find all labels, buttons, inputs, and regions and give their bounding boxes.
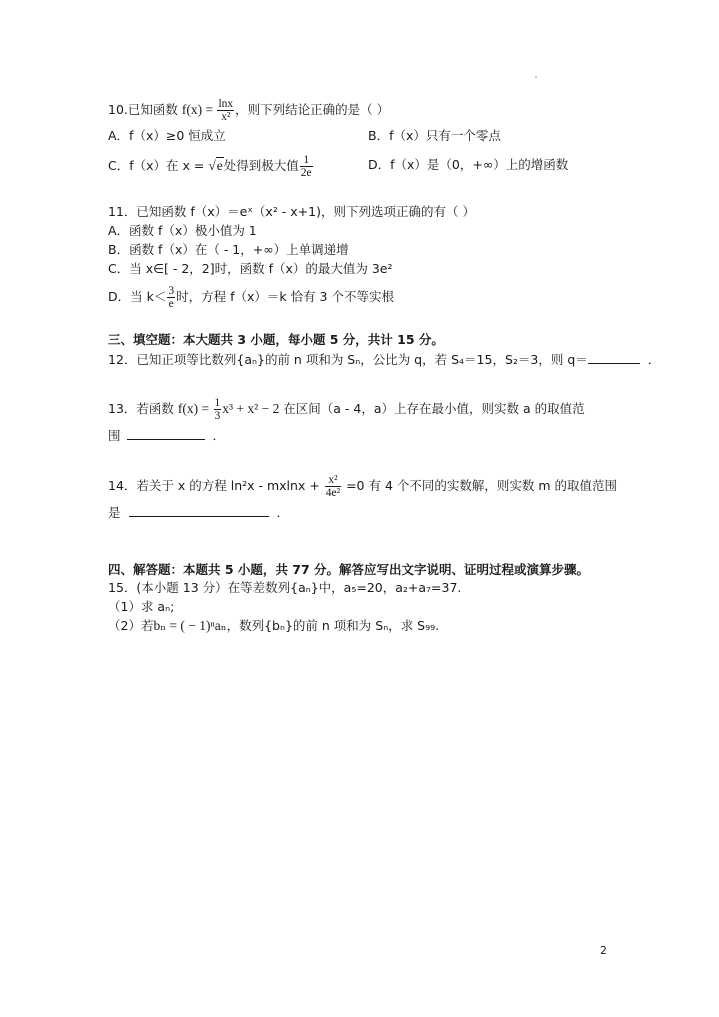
q11-option-c: C．当 x∈[ - 2，2]时，函数 f（x）的最大值为 3e² [108, 261, 393, 276]
answer-blank [588, 351, 640, 364]
q10-stem: 10.已知函数 f(x) = $\frac{\ln x}{\text{x²}}$ ，则下列结论正确的是（ ） [108, 98, 390, 123]
sqrt-symbol: √e [208, 158, 223, 173]
q13-line-2: 围 ． [108, 428, 226, 443]
q14-line-2: 是 ． [108, 505, 290, 520]
q10-fraction: $\frac{\ln x}{\text{x²}}$ [218, 98, 234, 123]
q15-part-2: （2）若bₙ = ( − 1)ⁿaₙ，数列{bₙ}的前 n 项和为 Sₙ，求 S₉₉. [108, 618, 440, 633]
q11-option-a: A．函数 f（x）极小值为 1 [108, 223, 257, 238]
q11-stem: 11．已知函数 f（x）＝eˣ（x² - x+1)，则下列选项正确的有（ ） [108, 204, 475, 219]
q10-option-b: B．f（x）只有一个零点 [368, 128, 501, 143]
q13-fraction: $\frac{1}{3}$ [214, 397, 221, 422]
q10-option-a: A．f（x）≥0 恒成立 [108, 128, 226, 143]
q10-option-d: D．f（x）是（0，+∞）上的增函数 [368, 157, 569, 172]
scan-speck [535, 76, 537, 78]
q10-c-fraction: $\frac{1}{2e}$ [300, 154, 312, 179]
page-number: 2 [600, 944, 607, 957]
q15-part-1: （1）求 aₙ; [108, 599, 175, 614]
q15-stem: 15．(本小题 13 分）在等差数列{aₙ}中，a₅=20，a₂+a₇=37. [108, 580, 462, 595]
section-3-heading: 三、填空题：本大题共 3 小题，每小题 5 分，共计 15 分。 [108, 332, 444, 347]
answer-blank [127, 427, 205, 440]
q11-d-fraction: $\frac{3}{e}$ [168, 285, 175, 310]
q12-stem: 12．已知正项等比数列{aₙ}的前 n 项和为 Sₙ，公比为 q，若 S₄＝15，S₂＝3，则 q＝ ． [108, 352, 661, 367]
q11-option-d: D．当 k＜ $\frac{3}{e}$ 时，方程 f（x）＝k 恰有 3 个不等实根 [108, 285, 394, 310]
q10-option-c: C．f（x）在 x = √e处得到极大值 $\frac{1}{2e}$ [108, 154, 312, 179]
q14-fraction: $\frac{\text{x²}}{\text{4e²}}$ [325, 474, 341, 499]
section-4-heading: 四、解答题：本题共 5 小题，共 77 分。解答应写出文字说明、证明过程或演算步骤。 [108, 562, 590, 577]
q14-stem: 14．若关于 x 的方程 ln²x - mxlnx + $\frac{\text{x²}}{\text{4e²}}$ =0 有 4 个不同的实数解，则实数 m 的取值范围 [108, 474, 617, 499]
answer-blank [129, 504, 269, 517]
q13-stem: 13．若函数 f(x) = $\frac{1}{3}$ x³ + x² − 2 在区间（a - 4，a）上存在最小值，则实数 a 的取值范 [108, 397, 585, 422]
q11-option-b: B．函数 f（x）在（ - 1，+∞）上单调递增 [108, 242, 349, 257]
